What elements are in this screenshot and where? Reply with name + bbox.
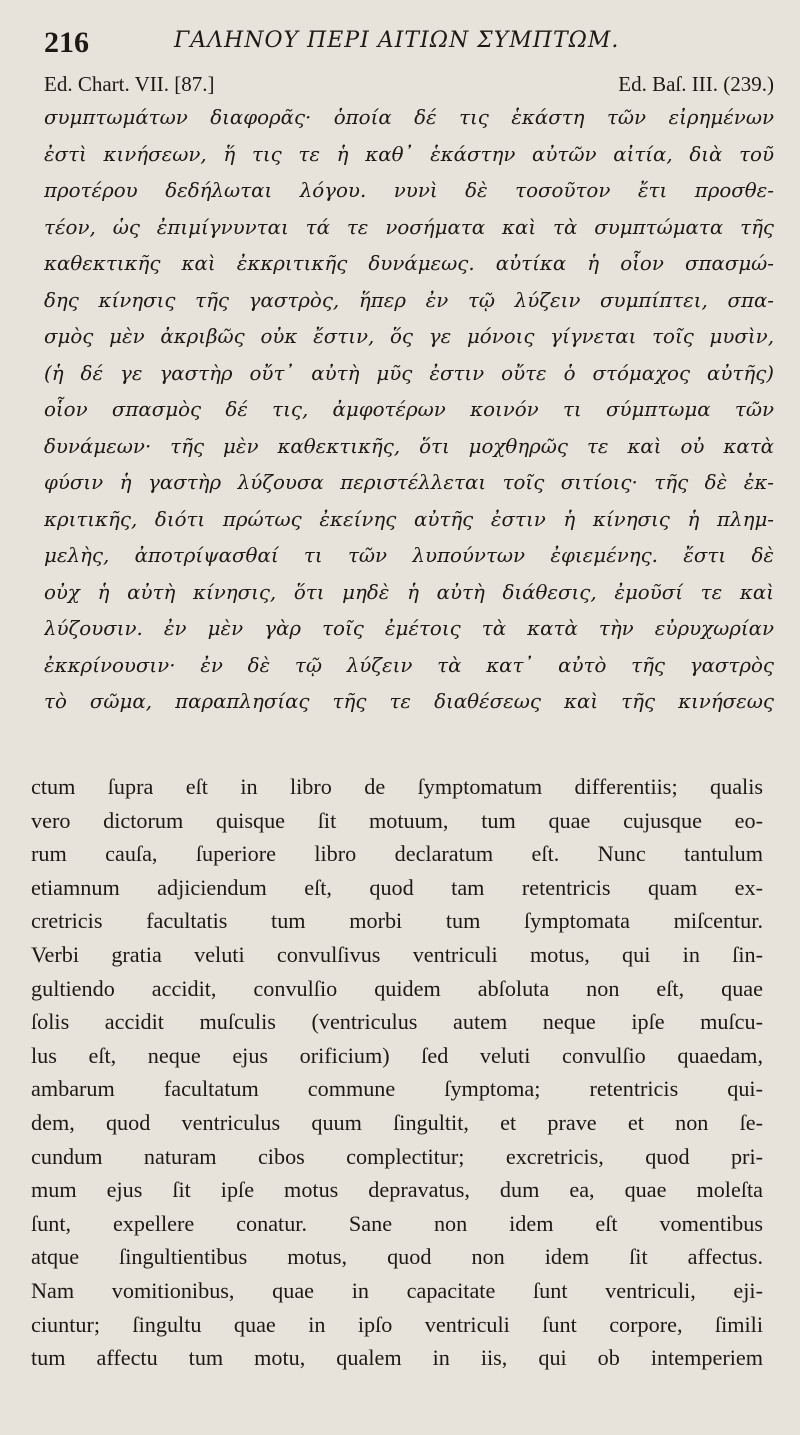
greek-line: δης κίνησις τῆς γαστρὸς, ἥπερ ἐν τῷ λύζειν συμπίπτει, σπα- bbox=[44, 288, 774, 312]
greek-line: τέον, ὡς ἐπιμίγνυνται τά τε νοσήματα καὶ τὰ συμπτώματα τῆς bbox=[44, 215, 774, 239]
latin-line: etiamnum adjiciendum eſt, quod tam retentricis quam ex- bbox=[31, 874, 763, 900]
greek-line: μελὴς, ἀποτρίψασθαί τι τῶν λυπούντων ἐφιεμένης. ἔστι δὲ bbox=[44, 544, 774, 567]
latin-line: vero dictorum quisque ſit motuum, tum quae cujusque eo- bbox=[31, 807, 763, 833]
greek-line: φύσιν ἡ γαστὴρ λύζουσα περιστέλλεται τοῖς σιτίοις· τῆς δὲ ἐκ- bbox=[44, 471, 774, 494]
greek-line: (ἡ δέ γε γαστὴρ οὔτ᾽ αὐτὴ μῦς ἐστιν οὔτε ὁ στόμαχος αὐτῆς) bbox=[44, 361, 774, 385]
latin-line: cretricis facultatis tum morbi tum ſymptomata miſcentur. bbox=[31, 908, 763, 934]
greek-text-block bbox=[44, 100, 774, 721]
running-title: ΓΑΛΗΝΟΥ ΠΕΡΙ ΑΙΤΙΩΝ ΣΥΜΠΤΩΜ. bbox=[174, 28, 620, 53]
latin-line: ſunt, expellere conatur. Sane non idem eſt vomentibus bbox=[31, 1210, 763, 1236]
latin-line: dem, quod ventriculus quum ſingultit, et prave et non ſe- bbox=[31, 1109, 763, 1135]
edition-basel-ref: Ed. Baſ. III. (239.) bbox=[618, 72, 774, 96]
latin-line: ciuntur; ſingultu quae in ipſo ventriculi ſunt corpore, ſimili bbox=[31, 1311, 763, 1337]
latin-line: ſolis accidit muſculis (ventriculus autem neque ipſe muſcu- bbox=[31, 1009, 763, 1035]
greek-line: προτέρου δεδήλωται λόγου. νυνὶ δὲ τοσοῦτον ἔτι προσθε- bbox=[44, 179, 774, 202]
latin-line: mum ejus ſit ipſe motus depravatus, dum ea, quae moleſta bbox=[31, 1177, 763, 1203]
latin-line: Verbi gratia veluti convulſivus ventriculi motus, qui in ſin- bbox=[31, 941, 763, 967]
latin-line: lus eſt, neque ejus orificium) ſed veluti convulſio quaedam, bbox=[31, 1042, 763, 1068]
greek-line: καθεκτικῆς καὶ ἐκκριτικῆς δυνάμεως. αὐτίκα ἡ οἷον σπασμώ- bbox=[44, 252, 774, 275]
edition-chartier-ref: Ed. Chart. VII. [87.] bbox=[44, 72, 215, 96]
latin-line: rum cauſa, ſuperiore libro declaratum eſt. Nunc tantulum bbox=[31, 841, 763, 867]
greek-line: οὐχ ἡ αὐτὴ κίνησις, ὅτι μηδὲ ἡ αὐτὴ διάθεσις, ἐμοῦσί τε καὶ bbox=[44, 580, 774, 604]
page-number: 216 bbox=[44, 26, 89, 59]
latin-line: tum affectu tum motu, qualem in iis, qui ob intemperiem bbox=[31, 1345, 763, 1371]
latin-line: atque ſingultientibus motus, quod non idem ſit affectus. bbox=[31, 1244, 763, 1270]
latin-line: cundum naturam cibos complectitur; excretricis, quod pri- bbox=[31, 1143, 763, 1169]
greek-line: ἐστὶ κινήσεων, ἥ τις τε ἡ καθ᾽ ἑκάστην αὐτῶν αἰτία, διὰ τοῦ bbox=[44, 142, 774, 166]
greek-line: ἐκκρίνουσιν· ἐν δὲ τῷ λύζειν τὰ κατ᾽ αὐτὸ τῆς γαστρὸς bbox=[44, 653, 774, 677]
greek-line: δυνάμεων· τῆς μὲν καθεκτικῆς, ὅτι μοχθηρῶς τε καὶ οὐ κατὰ bbox=[44, 434, 774, 458]
greek-line: οἷον σπασμὸς δέ τις, ἀμφοτέρων κοινόν τι σύμπτωμα τῶν bbox=[44, 398, 774, 421]
greek-line: τὸ σῶμα, παραπλησίας τῆς τε διαθέσεως καὶ τῆς κινήσεως bbox=[44, 690, 774, 713]
latin-text-block bbox=[31, 770, 763, 1375]
greek-line: κριτικῆς, διότι πρώτως ἐκείνης αὐτῆς ἐστιν ἡ κίνησις ἡ πλημ- bbox=[44, 507, 774, 531]
edition-reference-line bbox=[44, 72, 774, 102]
latin-line: Nam vomitionibus, quae in capacitate ſunt ventriculi, eji- bbox=[31, 1277, 763, 1303]
latin-line: ctum ſupra eſt in libro de ſymptomatum differentiis; qualis bbox=[31, 774, 763, 799]
latin-line: gultiendo accidit, convulſio quidem abſoluta non eſt, quae bbox=[31, 975, 763, 1001]
latin-line: ambarum facultatum commune ſymptoma; retentricis qui- bbox=[31, 1076, 763, 1102]
greek-line: σμὸς μὲν ἀκριβῶς οὐκ ἔστιν, ὅς γε μόνοις γίγνεται τοῖς μυσὶν, bbox=[44, 325, 774, 348]
greek-line: συμπτωμάτων διαφορᾶς· ὁποία δέ τις ἑκάστη τῶν εἰρημένων bbox=[44, 106, 774, 129]
greek-line: λύζουσιν. ἐν μὲν γὰρ τοῖς ἐμέτοις τὰ κατὰ τὴν εὐρυχωρίαν bbox=[44, 617, 774, 640]
running-head bbox=[44, 22, 774, 62]
